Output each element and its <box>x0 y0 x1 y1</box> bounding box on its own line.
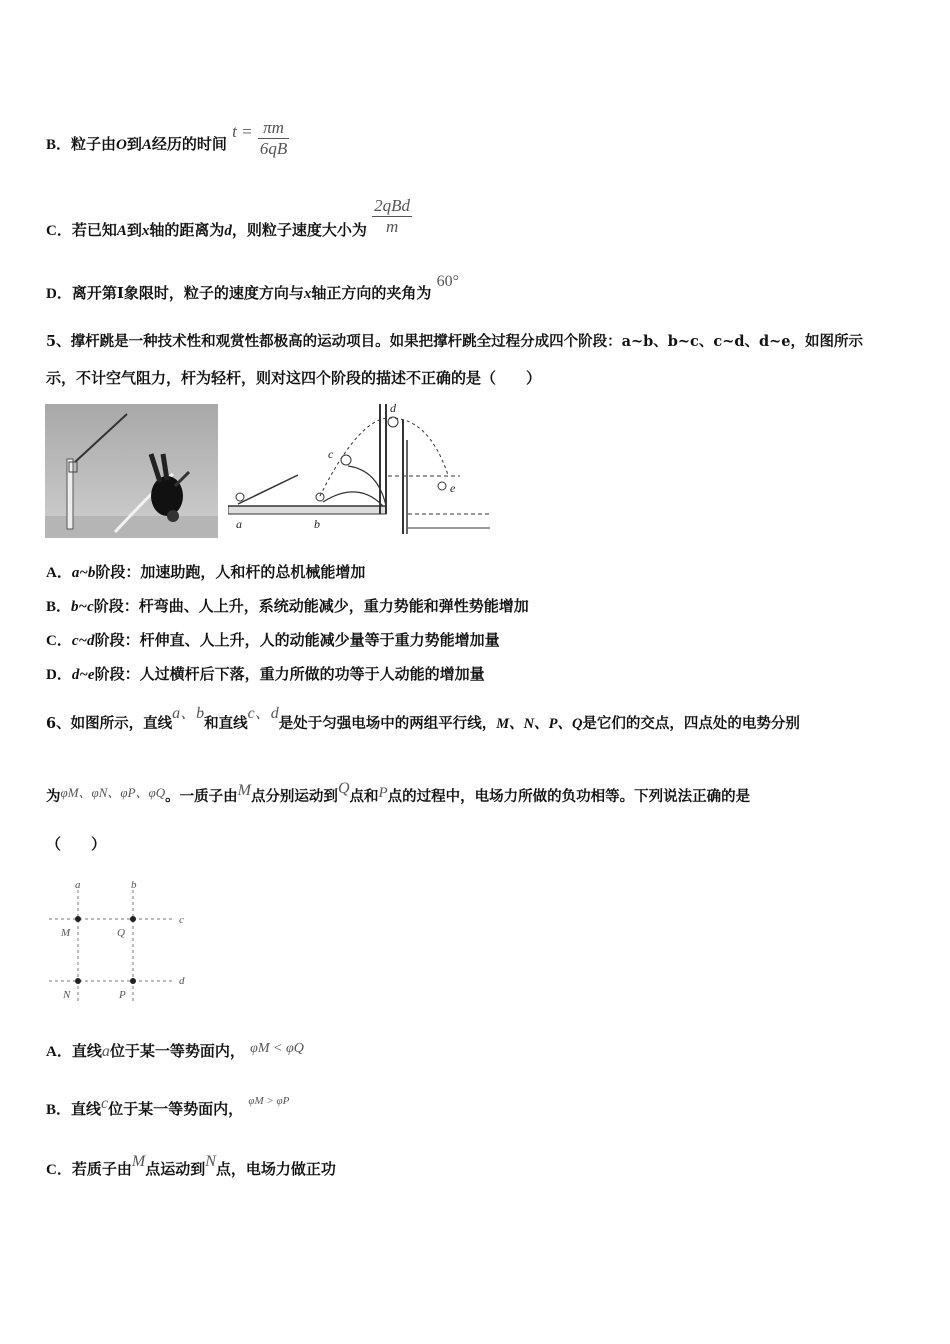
point-m <box>75 916 81 922</box>
q5-stem-line2: 示，不计空气阻力，杆为轻杆，则对这四个阶段的描述不正确的是（ ） <box>46 369 542 387</box>
q6-option-b: B．直线c位于某一等势面内， $^{\varphi M > \varphi P}$ <box>46 1095 290 1118</box>
label-d: d <box>390 401 396 415</box>
vaulter-e <box>438 482 446 490</box>
label-a: a <box>236 517 242 531</box>
parallel-lines-diagram <box>45 876 195 1004</box>
label-e: e <box>450 481 456 495</box>
label-b: b <box>314 517 320 531</box>
label-point-q: Q <box>117 927 125 939</box>
time-fraction: $\frac{\pi m}{6qB}$ <box>259 118 288 159</box>
q6-answer-bracket: （ ） <box>46 835 107 853</box>
point-p <box>130 978 136 984</box>
vaulter-d <box>388 417 398 427</box>
q5-option-b: B．b~c阶段：杆弯曲、人上升，系统动能减少，重力势能和弹性势能增加 <box>46 597 529 615</box>
label-line-a: a <box>75 879 81 891</box>
runner-b <box>316 493 324 501</box>
q5-option-a: A．a~b阶段：加速助跑，人和杆的总机械能增加 <box>46 563 366 581</box>
runner-a <box>236 493 244 501</box>
pole-vault-photo <box>45 404 218 538</box>
option-c: C．若已知A到x轴的距离为d，则粒子速度大小为 $\frac{\text{2qBd}}{m}$ <box>46 196 411 239</box>
label-point-n: N <box>63 989 71 1001</box>
label-line-b: b <box>131 879 137 891</box>
q6-stem-line1: 6、如图所示，直线a、b和直线c、d是处于匀强电场中的两组平行线，M、N、P、Q是它们的交点，四点处的电势分别 <box>46 705 800 732</box>
label-point-m: M <box>61 927 71 939</box>
vaulter-c <box>341 455 351 465</box>
angle-value: 60° <box>436 273 460 290</box>
runway <box>228 506 386 514</box>
label-point-p: P <box>119 989 126 1001</box>
label-line-c: c <box>179 914 184 926</box>
time-variable: t = <box>232 121 253 141</box>
q6-option-c: C．若质子由M点运动到N点，电场力做正功 <box>46 1153 336 1178</box>
point-q <box>130 916 136 922</box>
label-c: c <box>328 447 334 461</box>
option-b: B．粒子由O到A经历的时间 t = $\frac{\pi m}{6qB}$ <box>46 118 288 159</box>
athlete-head <box>167 510 179 522</box>
q5-option-d: D．d~e阶段：人过横杆后下落，重力所做的功等于人动能的增加量 <box>46 665 485 683</box>
point-n <box>75 978 81 984</box>
q5-stem-line1: 5、撑杆跳是一种技术性和观赏性都极高的运动项目。如果把撑杆跳全过程分成四个阶段：a~b、b~c、c~d、d~e，如图所示 <box>46 333 864 350</box>
q6-stem-line2: 为φM、φN、φP、φQ。一质子由M点分别运动到Q点和P点的过程中，电场力所做的负功相等。下列说法正确的是 <box>46 780 751 805</box>
bent-pole-b <box>323 492 383 506</box>
upright-standard <box>67 459 73 529</box>
trajectory-arc <box>320 418 448 496</box>
q5-option-c: C．c~d阶段：杆伸直、人上升，人的动能减少量等于重力势能增加量 <box>46 631 500 649</box>
q6-option-a: A．直线a位于某一等势面内， φM < φQ <box>46 1041 304 1060</box>
velocity-fraction: $\frac{\text{2qBd}}{m}$ <box>374 196 411 237</box>
option-d: D．离开第Ⅰ象限时，粒子的速度方向与x轴正方向的夹角为 60° <box>46 273 460 302</box>
pole-at-a <box>238 475 298 504</box>
label-line-d: d <box>179 975 185 987</box>
pole-vault-stage-diagram <box>228 400 496 538</box>
